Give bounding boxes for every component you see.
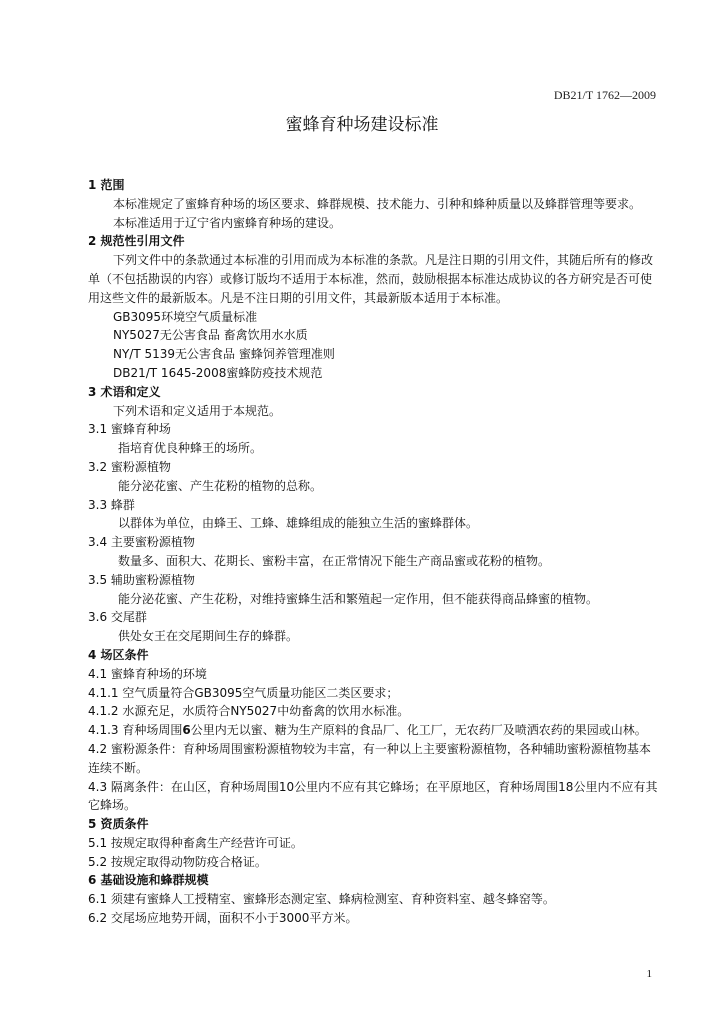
section-1-para-1: 本标准规定了蜜蜂育种场的场区要求、蜂群规模、技术能力、引种和蜂种质量以及蜂群管理等要求。 [113, 196, 642, 211]
document-body [88, 176, 658, 928]
reference-item: DB21/T 1645-2008蜜蜂防疫技术规范 [113, 365, 323, 380]
clause-4-1-1: 4.1.1 空气质量符合GB3095空气质量功能区二类区要求； [88, 685, 399, 700]
reference-item: NY5027无公害食品 畜禽饮用水水质 [113, 328, 308, 343]
section-1-heading: 1 范围 [88, 178, 125, 192]
section-2-para-text: 下列文件中的条款通过本标准的引用而成为本标准的条款。凡是注日期的引用文件，其随后所有的修改单（不包括勘误的内容）或修订版均不适用于本标准，然而，鼓励根据本标准达成协议的各方研究是否可使用这些文件的最新版本。凡是不注日期的引用文件，其最新版本适用于本标准。 [88, 253, 654, 305]
term-definition: 供处女王在交尾期间生存的蜂群。 [118, 629, 299, 644]
clause-4-1-3-distance: 6 [182, 723, 191, 738]
clause-4-2: 4.2 蜜粉源条件：育种场周围蜜粉源植物较为丰富，有一种以上主要蜜粉源植物，各种辅助蜜粉源植物基本连续不断。 [88, 741, 651, 775]
clause-4-3: 4.3 隔离条件：在山区，育种场周围10公里内不应有其它蜂场；在平原地区，育种场周围18公里内不应有其它蜂场。 [88, 779, 658, 813]
term-definition: 能分泌花蜜、产生花粉的植物的总称。 [118, 478, 323, 493]
term-number: 3.3 蜂群 [88, 497, 135, 512]
term-definition: 数量多、面积大、花期长、蜜粉丰富，在正常情况下能生产商品蜜或花粉的植物。 [118, 553, 551, 568]
term-number: 3.6 交尾群 [88, 610, 147, 625]
clause-4-1-3 [88, 721, 658, 740]
section-3-heading: 3 术语和定义 [88, 384, 161, 399]
clause-4-1-2: 4.1.2 水源充足，水质符合NY5027中幼畜禽的饮用水标准。 [88, 704, 410, 719]
clause-4-1-3-part-a: 4.1.3 育种场周围 [88, 723, 183, 738]
document-title: 蜜蜂育种场建设标准 [285, 115, 439, 135]
term-number: 3.5 辅助蜜粉源植物 [88, 572, 195, 587]
clause-6-1: 6.1 须建有蜜蜂人工授精室、蜜蜂形态测定室、蜂病检测室、育种资料室、越冬蜂窑等。 [88, 892, 555, 907]
term-number: 3.2 蜜粉源植物 [88, 459, 171, 474]
section-3-intro: 下列术语和定义适用于本规范。 [113, 403, 282, 418]
term-definition: 指培育优良种蜂王的场所。 [118, 441, 263, 456]
clause-5-1: 5.1 按规定取得种畜禽生产经营许可证。 [88, 835, 303, 850]
term-number: 3.4 主要蜜粉源植物 [88, 535, 195, 550]
clause-5-2: 5.2 按规定取得动物防疫合格证。 [88, 854, 267, 869]
section-5-heading: 5 资质条件 [88, 817, 149, 832]
standard-code: DB21/T 1762—2009 [553, 88, 656, 102]
reference-item: GB3095环境空气质量标准 [113, 309, 258, 324]
term-number: 3.1 蜜蜂育种场 [88, 422, 171, 437]
section-2-para [88, 251, 658, 307]
section-6-heading: 6 基础设施和蜂群规模 [88, 873, 209, 888]
term-definition: 以群体为单位，由蜂王、工蜂、雄蜂组成的能独立生活的蜜蜂群体。 [118, 516, 479, 531]
section-4-heading: 4 场区条件 [88, 647, 149, 662]
reference-item: NY/T 5139无公害食品 蜜蜂饲养管理准则 [113, 347, 335, 362]
section-1-para-2: 本标准适用于辽宁省内蜜蜂育种场的建设。 [113, 215, 342, 230]
clause-4-1: 4.1 蜜蜂育种场的环境 [88, 666, 207, 681]
term-definition: 能分泌花蜜、产生花粉，对维持蜜蜂生活和繁殖起一定作用，但不能获得商品蜂蜜的植物。 [118, 591, 599, 606]
clause-4-1-3-part-c: 公里内无以蜜、糖为生产原料的食品厂、化工厂，无农药厂及喷洒农药的果园或山林。 [190, 723, 647, 738]
section-2-heading: 2 规范性引用文件 [88, 234, 185, 249]
page-number: 1 [646, 968, 652, 980]
clause-6-2: 6.2 交尾场应地势开阔，面积不小于3000平方米。 [88, 911, 358, 926]
